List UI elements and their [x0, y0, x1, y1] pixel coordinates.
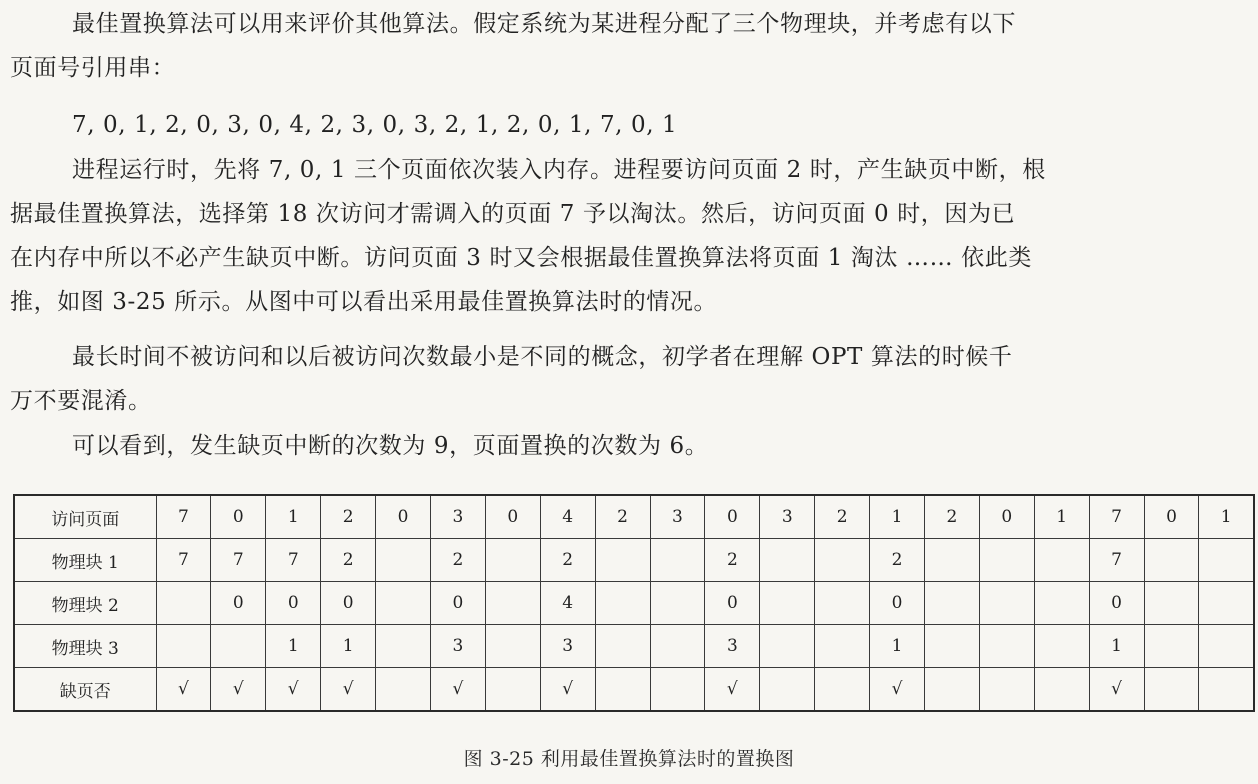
table-cell: [979, 582, 1034, 625]
table-cell: 2: [540, 539, 595, 582]
table-cell: [979, 625, 1034, 668]
paragraph-1-line-2: 页面号引用串：: [10, 55, 176, 81]
table-cell: 2: [815, 495, 870, 539]
table-cell: 0: [705, 582, 760, 625]
table-cell: [760, 625, 815, 668]
table-cell: [485, 625, 540, 668]
table-cell: 2: [321, 495, 376, 539]
row-header: 物理块 3: [14, 625, 156, 668]
table-cell: 0: [211, 582, 266, 625]
table-cell: 1: [321, 625, 376, 668]
table-cell: [595, 668, 650, 712]
paragraph-1-line-1: 最佳置换算法可以用来评价其他算法。假定系统为某进程分配了三个物理块，并考虑有以下: [72, 11, 1016, 37]
table-cell: 0: [979, 495, 1034, 539]
row-header: 物理块 1: [14, 539, 156, 582]
table-cell: [1144, 625, 1199, 668]
table-cell: [156, 582, 211, 625]
table-cell: 1: [870, 495, 925, 539]
table-cell: 3: [650, 495, 705, 539]
table-cell: [485, 582, 540, 625]
table-cell: 0: [870, 582, 925, 625]
table-cell: [595, 582, 650, 625]
table-cell: √: [705, 668, 760, 712]
table-cell: 7: [156, 495, 211, 539]
table-cell: √: [870, 668, 925, 712]
table-cell: [924, 582, 979, 625]
paragraph-3-line-1: 最长时间不被访问和以后被访问次数最小是不同的概念，初学者在理解 OPT 算法的时候千: [72, 344, 1013, 370]
table-cell: [1034, 668, 1089, 712]
table-cell: [815, 625, 870, 668]
table-cell: [376, 539, 431, 582]
table-cell: [1144, 582, 1199, 625]
table-cell: 1: [266, 495, 321, 539]
table-cell: 0: [705, 495, 760, 539]
table-cell: [485, 539, 540, 582]
table-cell: 2: [595, 495, 650, 539]
table-cell: [979, 668, 1034, 712]
table-cell: 3: [760, 495, 815, 539]
table-cell: [1144, 668, 1199, 712]
table-cell: [924, 625, 979, 668]
table-cell: [211, 625, 266, 668]
table-cell: 3: [430, 625, 485, 668]
table-cell: [376, 582, 431, 625]
table-cell: 7: [1089, 495, 1144, 539]
table-cell: √: [430, 668, 485, 712]
table-cell: 3: [540, 625, 595, 668]
table-cell: √: [321, 668, 376, 712]
table-cell: √: [266, 668, 321, 712]
table-cell: 0: [211, 495, 266, 539]
table-cell: [979, 539, 1034, 582]
table-cell: √: [211, 668, 266, 712]
table-cell: [1034, 625, 1089, 668]
table-cell: [760, 582, 815, 625]
table-cell: 2: [321, 539, 376, 582]
table-cell: [485, 668, 540, 712]
table-cell: [650, 668, 705, 712]
table-cell: 0: [485, 495, 540, 539]
table-cell: 0: [1089, 582, 1144, 625]
table-cell: 2: [924, 495, 979, 539]
table-cell: 1: [1089, 625, 1144, 668]
table-cell: [1144, 539, 1199, 582]
table-cell: [815, 539, 870, 582]
paragraph-2-line-2: 据最佳置换算法，选择第 18 次访问才需调入的页面 7 予以淘汰。然后，访问页面 0 时，因为已: [10, 201, 1016, 227]
table-cell: 7: [266, 539, 321, 582]
table-cell: 0: [321, 582, 376, 625]
row-header: 缺页否: [14, 668, 156, 712]
table-cell: [376, 668, 431, 712]
table-cell: [650, 582, 705, 625]
table-cell: 1: [1034, 495, 1089, 539]
table-cell: [595, 539, 650, 582]
table-cell: 0: [376, 495, 431, 539]
row-header: 访问页面: [14, 495, 156, 539]
reference-string: 7, 0, 1, 2, 0, 3, 0, 4, 2, 3, 0, 3, 2, 1, 2, 0, 1, 7, 0, 1: [72, 112, 678, 138]
table-cell: [650, 539, 705, 582]
table-cell: [924, 668, 979, 712]
page-fault-row: [14, 668, 1254, 712]
table-cell: 1: [870, 625, 925, 668]
row-header: 物理块 2: [14, 582, 156, 625]
table-cell: √: [156, 668, 211, 712]
paragraph-4-line-1: 可以看到，发生缺页中断的次数为 9，页面置换的次数为 6。: [72, 433, 709, 459]
table-cell: √: [1089, 668, 1144, 712]
table-cell: 0: [1144, 495, 1199, 539]
paragraph-3-line-2: 万不要混淆。: [10, 388, 152, 414]
table-cell: [1034, 582, 1089, 625]
table-cell: 3: [705, 625, 760, 668]
paragraph-2-line-1: 进程运行时，先将 7, 0, 1 三个页面依次装入内存。进程要访问页面 2 时，产生缺页中断，根: [72, 157, 1046, 183]
table-cell: [1199, 582, 1254, 625]
table-cell: √: [540, 668, 595, 712]
table-cell: 2: [870, 539, 925, 582]
table-cell: 0: [430, 582, 485, 625]
access-page-row: [14, 495, 1254, 539]
table-cell: [815, 582, 870, 625]
frame-3-row: [14, 625, 1254, 668]
table-cell: [595, 625, 650, 668]
table-cell: 0: [266, 582, 321, 625]
table-cell: 1: [1199, 495, 1254, 539]
figure-caption: 图 3-25 利用最佳置换算法时的置换图: [463, 748, 795, 770]
table-cell: [1199, 625, 1254, 668]
paragraph-2-line-3: 在内存中所以不必产生缺页中断。访问页面 3 时又会根据最佳置换算法将页面 1 淘汰 …… 依此类: [10, 245, 1032, 271]
table-cell: 4: [540, 495, 595, 539]
table-cell: [156, 625, 211, 668]
table-cell: 2: [705, 539, 760, 582]
table-cell: 2: [430, 539, 485, 582]
paragraph-2-line-4: 推，如图 3-25 所示。从图中可以看出采用最佳置换算法时的情况。: [10, 289, 718, 315]
table-cell: [1034, 539, 1089, 582]
replacement-figure-table: [13, 494, 1255, 712]
frame-2-row: [14, 582, 1254, 625]
table-cell: [1199, 668, 1254, 712]
table-cell: [815, 668, 870, 712]
table-cell: 4: [540, 582, 595, 625]
frame-1-row: [14, 539, 1254, 582]
table-cell: 3: [430, 495, 485, 539]
table-cell: 1: [266, 625, 321, 668]
table-cell: [924, 539, 979, 582]
table-cell: [650, 625, 705, 668]
table-cell: [376, 625, 431, 668]
table-cell: [1199, 539, 1254, 582]
table-cell: 7: [1089, 539, 1144, 582]
table-cell: 7: [211, 539, 266, 582]
table-cell: [760, 539, 815, 582]
table-cell: 7: [156, 539, 211, 582]
table-cell: [760, 668, 815, 712]
